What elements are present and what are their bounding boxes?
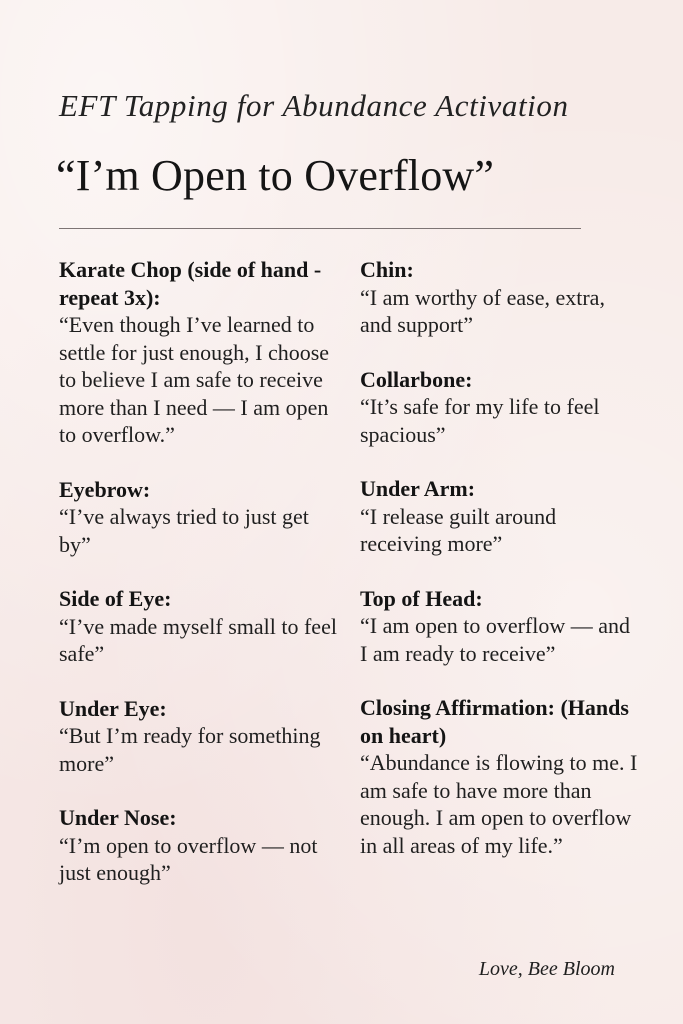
section-text: “I am open to overflow — and I am ready to receive” <box>360 613 631 666</box>
section-eyebrow <box>59 476 339 559</box>
section-label: Top of Head: <box>360 585 483 611</box>
section-text: “I’m open to overflow — not just enough” <box>59 832 318 885</box>
section-text: “I release guilt around receiving more” <box>360 503 557 556</box>
right-column <box>360 256 640 886</box>
section-text: “I am worthy of ease, extra, and support” <box>360 284 605 337</box>
section-label: Under Arm: <box>360 476 476 501</box>
section-under-eye <box>59 695 339 778</box>
section-karate-chop <box>59 256 339 449</box>
section-label: Collarbone: <box>360 366 473 392</box>
section-side-of-eye <box>59 585 339 668</box>
section-under-nose <box>59 804 339 887</box>
section-under-arm <box>360 475 640 558</box>
section-label: Side of Eye: <box>59 586 172 611</box>
page-title: “I’m Open to Overflow” <box>56 151 495 200</box>
section-text: “Even though I’ve learned to settle for just enough, I choose to believe I am safe to receive more than I need — I am open to overflow.” <box>59 312 330 447</box>
title-divider <box>59 228 581 229</box>
section-label: Chin: <box>360 257 414 282</box>
section-collarbone <box>360 366 640 449</box>
section-text: “Abundance is flowing to me. I am safe to have more than enough. I am open to overflow in all areas of my life.” <box>360 750 638 858</box>
section-text: “But I’m ready for something more” <box>59 723 321 776</box>
left-column <box>59 256 339 914</box>
section-text: “I’ve always tried to just get by” <box>59 504 309 557</box>
section-chin <box>360 256 640 339</box>
section-label: Karate Chop (side of hand - repeat 3x): <box>59 257 322 310</box>
section-label: Under Eye: <box>59 695 167 721</box>
signature: Love, Bee Bloom <box>478 958 615 980</box>
section-text: “I’ve made myself small to feel safe” <box>59 613 337 666</box>
page-subtitle: EFT Tapping for Abundance Activation <box>59 88 569 123</box>
section-closing-affirmation <box>360 694 640 859</box>
section-label: Eyebrow: <box>59 476 151 502</box>
section-top-of-head <box>360 585 640 668</box>
section-label: Under Nose: <box>59 805 177 830</box>
section-label: Closing Affirmation: (Hands on heart) <box>360 695 629 748</box>
section-text: “It’s safe for my life to feel spacious” <box>360 394 600 447</box>
